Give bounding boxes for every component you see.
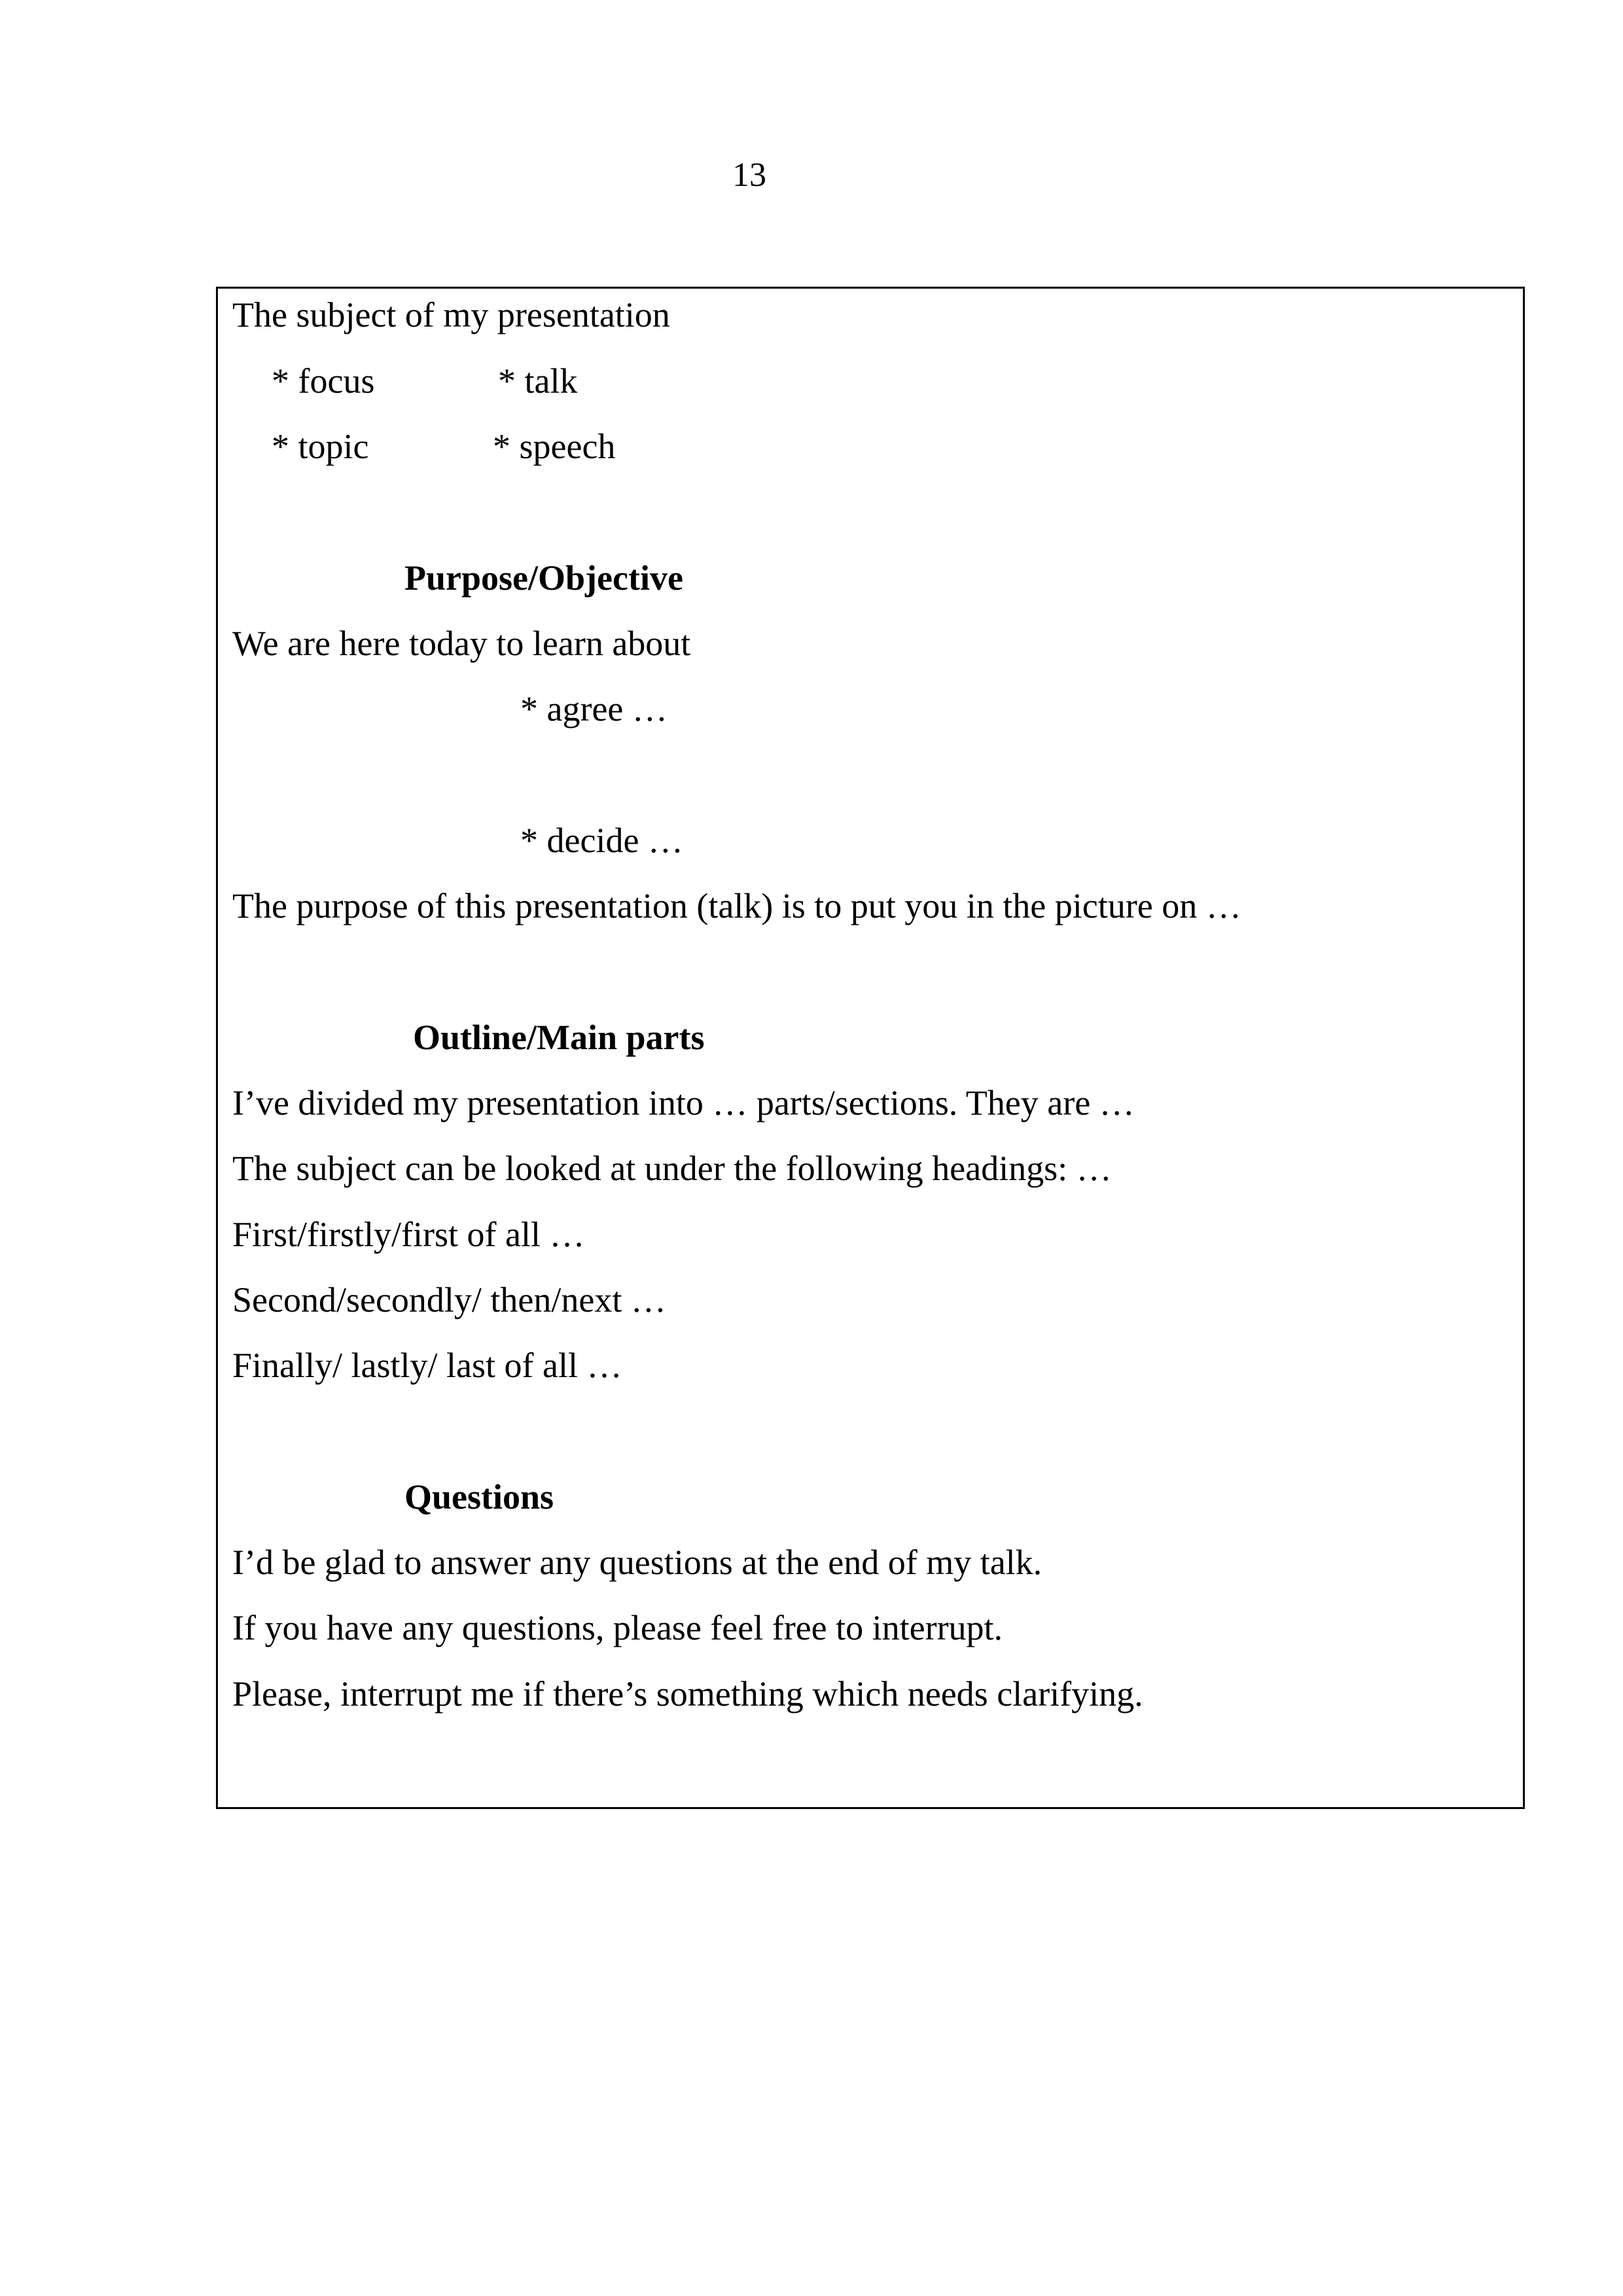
outline-heading: Outline/Main parts [413, 1018, 705, 1057]
synonym-focus: * focus [272, 361, 375, 401]
outline-line: The subject can be looked at under the following headings: … [232, 1149, 1112, 1188]
purpose-heading: Purpose/Objective [404, 558, 683, 598]
purpose-line: We are here today to learn about [232, 624, 691, 663]
outline-line: First/firstly/first of all … [232, 1215, 585, 1254]
questions-heading: Questions [404, 1477, 554, 1516]
purpose-option-agree: * agree … [520, 689, 668, 728]
outline-line: Finally/ lastly/ last of all … [232, 1346, 622, 1385]
questions-line: Please, interrupt me if there’s something which needs clarifying. [232, 1674, 1143, 1713]
intro-line: The subject of my presentation [232, 295, 670, 334]
outline-line: I’ve divided my presentation into … parts/sections. They are … [232, 1083, 1135, 1122]
page-number: 13 [732, 156, 766, 194]
questions-line: I’d be glad to answer any questions at the end of my talk. [232, 1543, 1043, 1582]
purpose-statement: The purpose of this presentation (talk) is to put you in the picture on … [232, 886, 1241, 925]
synonym-talk: * talk [498, 361, 578, 401]
phrase-box [216, 287, 1525, 1809]
questions-line: If you have any questions, please feel free to interrupt. [232, 1608, 1003, 1647]
synonym-speech: * speech [493, 427, 616, 466]
outline-line: Second/secondly/ then/next … [232, 1280, 666, 1319]
synonym-topic: * topic [272, 427, 369, 466]
purpose-option-decide: * decide … [520, 821, 683, 860]
